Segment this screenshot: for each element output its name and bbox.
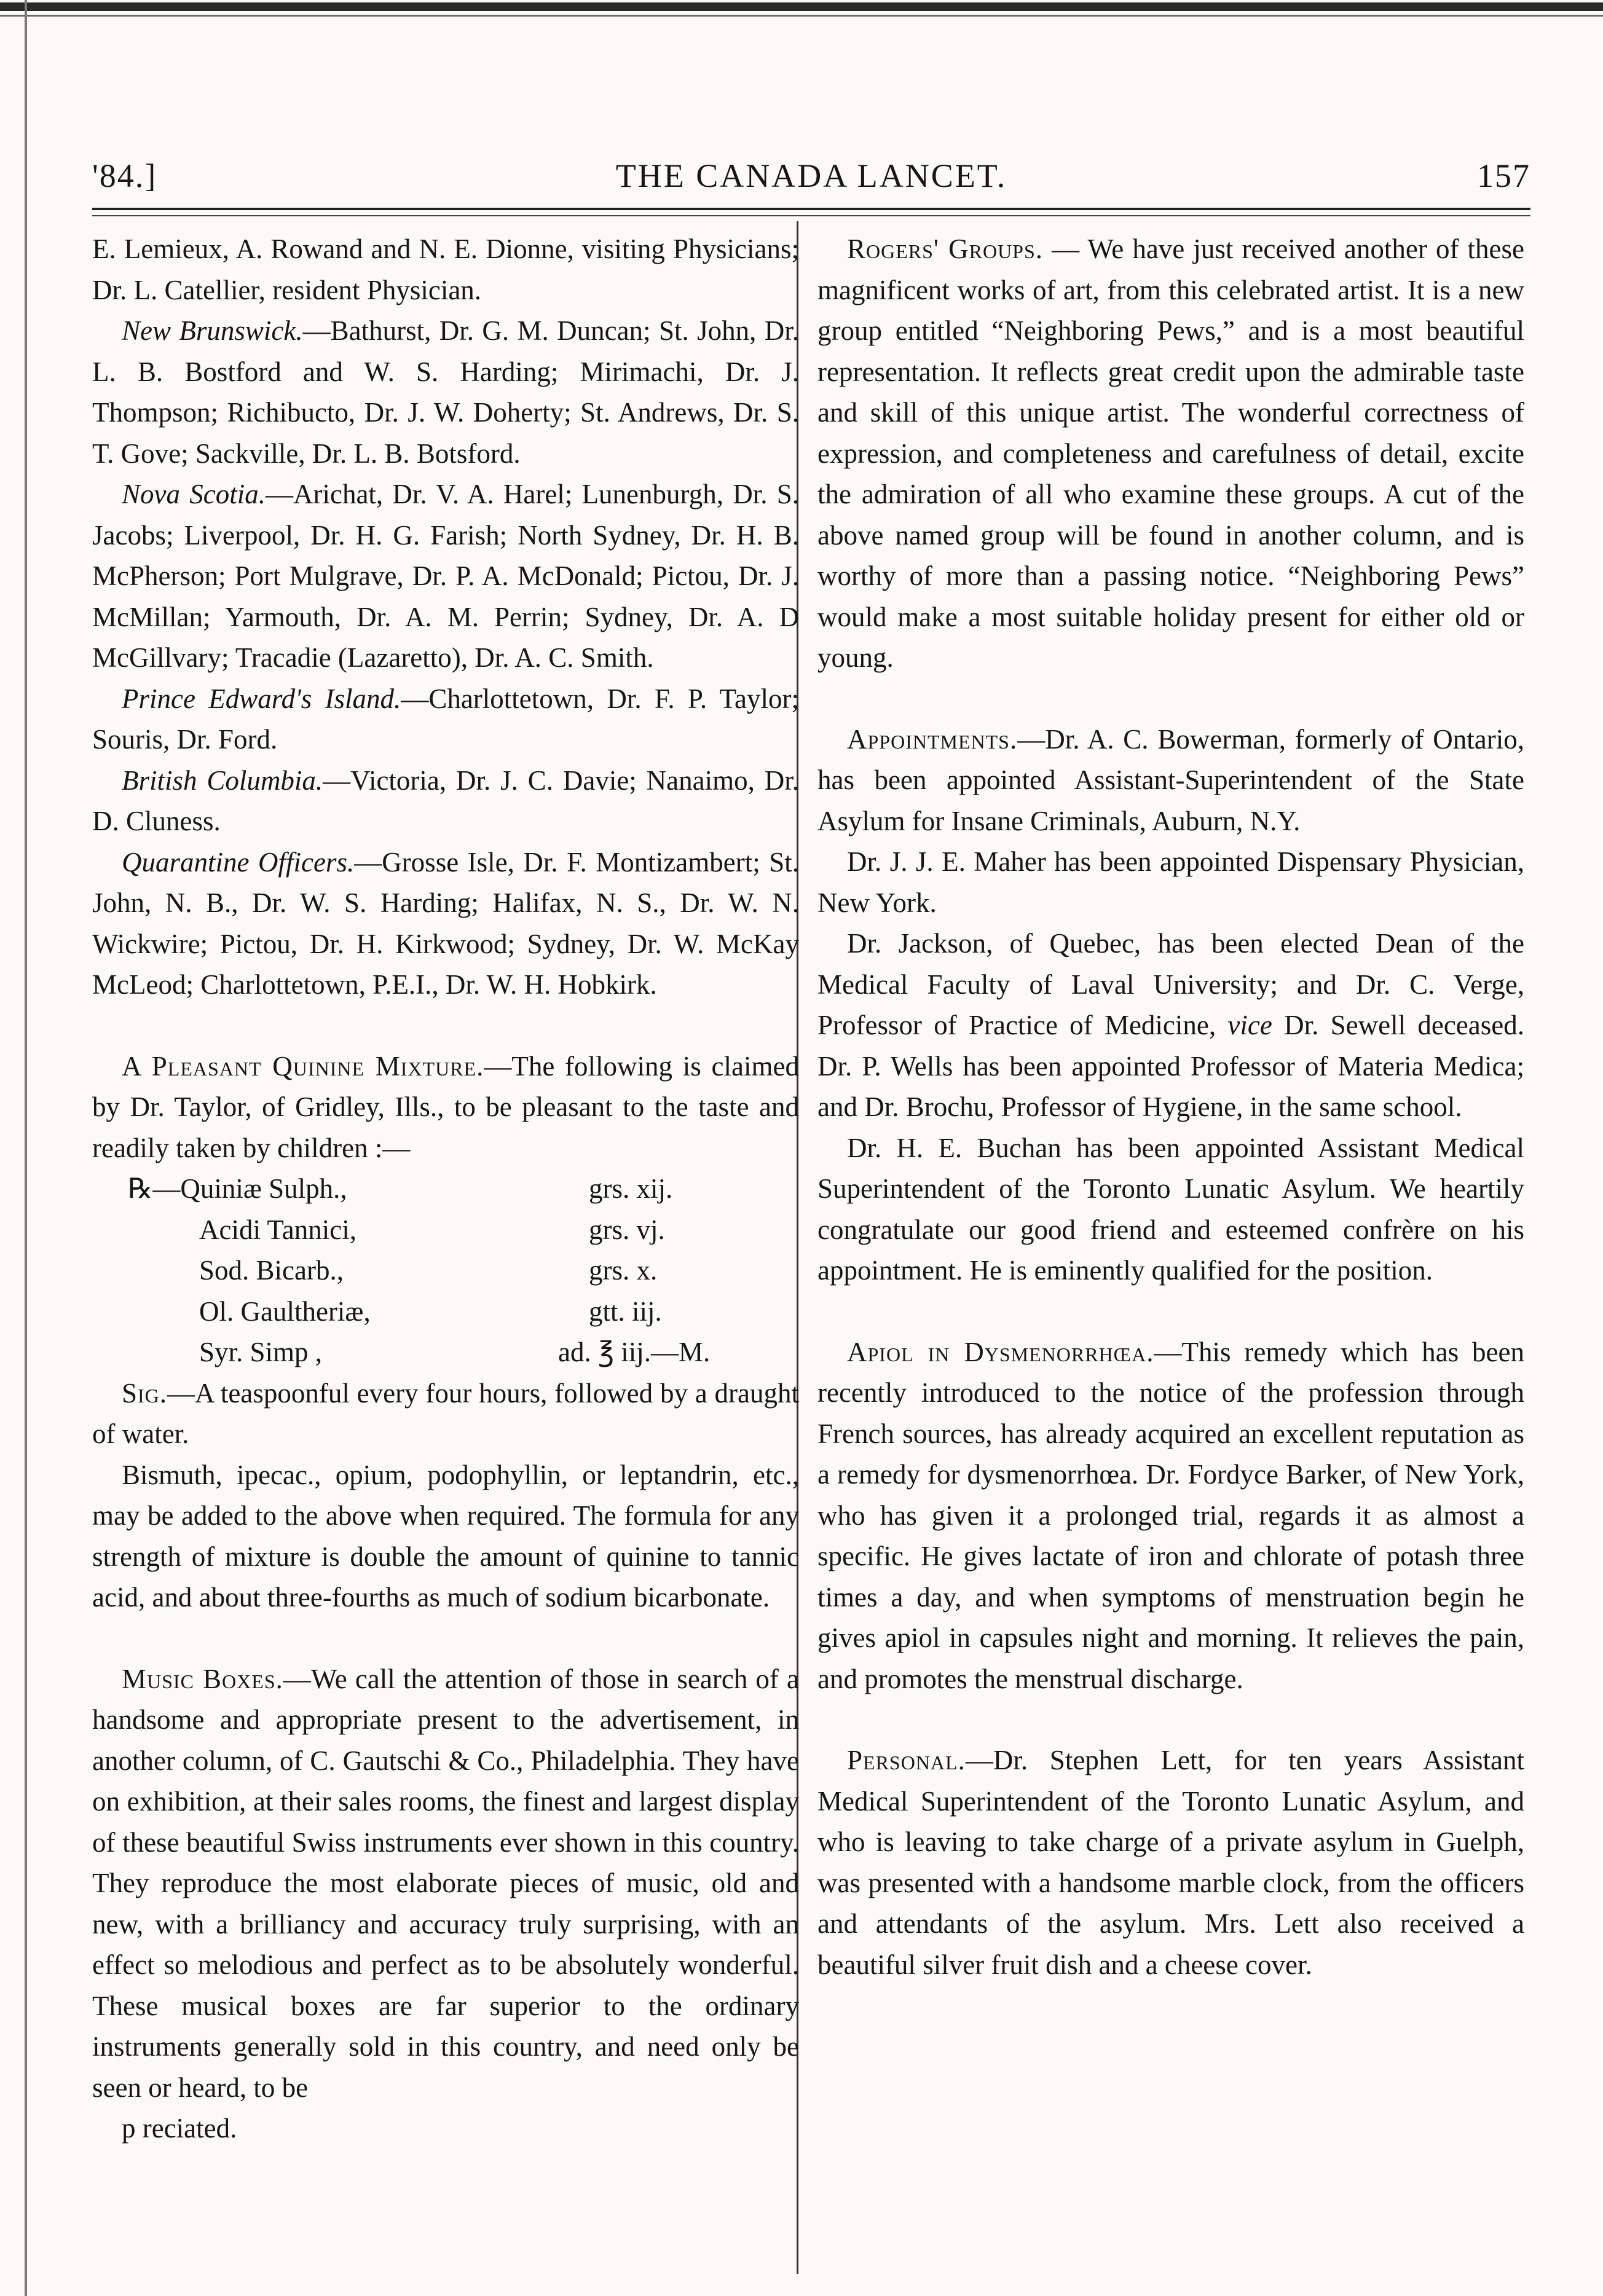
paragraph-personal (817, 1740, 1524, 1985)
text-music-boxes: —We call the attention of those in search of a handsome and appropriate present to the advertisement, in another column, of C. Gautschi & Co., Philadelphia. They have on exhibition, at their sales rooms, the finest and largest display of these beautiful Swiss instruments ever shown in this country. They reproduce the most elaborate pieces of music, old and new, with a brilliancy and accuracy truly surprising, with an effect so melodious and perfect as to be absolutely wonderful. These musical boxes are far superior to the ordinary instruments generally sold in this country, and need only be seen or heard, to be (92, 1663, 800, 2103)
rx-drug: Syr. Simp , (199, 1337, 323, 1367)
text-british-columbia: —Victoria, Dr. J. C. Davie; Nanaimo, Dr. D. Cluness. (92, 765, 799, 836)
paragraph-music-tail: p reciated. (122, 2113, 237, 2144)
header-rule (92, 208, 1530, 210)
heading-music-boxes: Music Boxes. (122, 1663, 283, 1694)
paragraph-music-boxes (92, 1659, 799, 2109)
left-column (92, 229, 799, 2149)
text-quinine: —The following is claimed by Dr. Taylor, of Gridley, Ills., to be pleasant to the taste and readily taken by children :— (92, 1050, 799, 1163)
header-volume-year: '84.] (92, 157, 157, 194)
text-jackson-post: Dr. Sewell deceased. Dr. P. Wells has been appointed Professor of Materia Medica; and Dr. Brochu, Professor of Hygiene, in the same school. (817, 1010, 1524, 1122)
rx-dose: grs. x. (589, 1255, 658, 1286)
rx-drug: Ol. Gaultheriæ, (199, 1295, 371, 1327)
paragraph-british-columbia (92, 760, 799, 842)
top-border-rule-thin (0, 15, 1603, 17)
heading-sig: Sig. (122, 1377, 168, 1409)
header-rule-thin (92, 215, 1530, 216)
text-rogers-groups: — We have just received another of these magnificent works of art, from this celebrated artist. It is a new group entitled “Neighboring Pews,” and is a most beautiful representation. It reflects great credit upon the admirable taste and skill of this unique artist. The wonderful correctness of expression, and completeness and carefulness of detail, excite the admiration of all who examine these groups. A cut of the above named group will be found in another column, and is worthy of more than a passing notice. “Neighboring Pews” would make a most suitable holiday present for either old or young. (817, 234, 1524, 673)
prescription-row (128, 1168, 799, 1209)
heading-nova-scotia: Nova Scotia. (122, 479, 266, 509)
rx-drug: Acidi Tannici, (199, 1214, 356, 1245)
right-column (817, 229, 1524, 1985)
text-jackson-pre: Dr. Jackson, of Quebec, has been elected Dean of the Medical Faculty of Laval University; and Dr. C. Verge, Professor of Practice of Medicine, (817, 928, 1524, 1040)
paragraph-buchan: Dr. H. E. Buchan has been appointed Assistant Medical Superintendent of the Toronto Lunatic Asylum. We heartily congratulate our good friend and esteemed confrère on his appointment. He is eminently qualified for the position. (817, 1132, 1524, 1286)
page-number: 157 (1477, 157, 1530, 194)
rx-dose: grs. xij. (589, 1173, 673, 1204)
rx-drug: ℞—Quiniæ Sulph., (128, 1173, 347, 1204)
top-border-rule (0, 2, 1603, 11)
paragraph-quarantine (92, 842, 799, 1005)
prescription-row (128, 1291, 799, 1332)
rx-drug: Sod. Bicarb., (199, 1255, 344, 1286)
text-jackson-vice: vice (1227, 1010, 1272, 1040)
text-quarantine: —Grosse Isle, Dr. F. Montizambert; St. John, N. B., Dr. W. S. Harding; Halifax, N. S., Dr. W. N. Wickwire; Pictou, Dr. H. Kirkwood; Sydney, Dr. W. McKay McLeod; Charlottetown, P.E.I., Dr. W. H. Hobkirk. (92, 846, 799, 1000)
paragraph-quinine (92, 1046, 799, 1169)
paragraph-appointments (817, 719, 1524, 842)
heading-pei: Prince Edward's Island. (122, 683, 401, 714)
prescription-block (128, 1168, 799, 1373)
text-sig: —A teaspoonful every four hours, followed by a draught of water. (92, 1377, 799, 1449)
rx-dose: grs. vj. (589, 1214, 665, 1245)
text-pei: —Charlottetown, Dr. F. P. Taylor; Souris, Dr. Ford. (92, 683, 799, 755)
paragraph-sig (92, 1373, 799, 1455)
running-header (92, 157, 1530, 206)
paragraph-rogers-groups (817, 229, 1524, 678)
paragraph-jackson (817, 923, 1524, 1128)
text-personal: —Dr. Stephen Lett, for ten years Assistant Medical Superintendent of the Toronto Lunatic Asylum, and who is leaving to take charge of a private asylum in Guelph, was presented with a handsome marble clock, from the officers and attendants of the asylum. Mrs. Lett also received a beautiful silver fruit dish and a cheese cover. (817, 1745, 1524, 1980)
rx-dose: gtt. iij. (589, 1295, 662, 1327)
paragraph-quebec-continued: E. Lemieux, A. Rowand and N. E. Dionne, visiting Physicians; Dr. L. Catellier, resident Physician. (92, 234, 799, 305)
rx-dose: ad. ℥ iij.—M. (558, 1337, 711, 1367)
page-edge-line (25, 0, 27, 2296)
journal-title: THE CANADA LANCET. (615, 157, 1007, 194)
heading-rogers-groups: Rogers' Groups. (847, 234, 1044, 264)
paragraph-bismuth: Bismuth, ipecac., opium, podophyllin, or leptandrin, etc., may be added to the above when required. The formula for any strength of mixture is double the amount of quinine to tannic acid, and about three-fourths as much of sodium bicarbonate. (92, 1459, 799, 1613)
heading-personal: Personal. (847, 1745, 966, 1775)
text-nova-scotia: —Arichat, Dr. V. A. Harel; Lunenburgh, Dr. S. Jacobs; Liverpool, Dr. H. G. Farish; North Sydney, Dr. H. B. McPherson; Port Mulgrave, Dr. P. A. McDonald; Pictou, Dr. J. McMillan; Yarmouth, Dr. A. M. Perrin; Sydney, Dr. A. D McGillvary; Tracadie (Lazaretto), Dr. A. C. Smith. (92, 479, 799, 673)
paragraph-nova-scotia (92, 474, 799, 678)
heading-apiol: Apiol in Dysmenorrhœa. (847, 1336, 1154, 1367)
paragraph-apiol (817, 1332, 1524, 1700)
text-appointments: —Dr. A. C. Bowerman, formerly of Ontario, has been appointed Assistant-Superintendent of the State Asylum for Insane Criminals, Auburn, N.Y. (817, 723, 1524, 836)
heading-british-columbia: British Columbia. (122, 765, 323, 796)
text-apiol: —This remedy which has been recently introduced to the notice of the profession through French sources, has already acquired an excellent reputation as a remedy for dysmenorrhœa. Dr. Fordyce Barker, of New York, who has given it a prolonged trial, regards it as almost a specific. He gives lactate of iron and chlorate of potash three times a day, and when symptoms of menstruation begin he gives apiol in capsules night and morning. It relieves the pain, and promotes the menstrual discharge. (817, 1336, 1525, 1694)
paragraph-new-brunswick (92, 310, 799, 474)
heading-quinine: A Pleasant Quinine Mixture. (122, 1050, 484, 1082)
prescription-row (128, 1250, 799, 1291)
heading-appointments: Appointments. (847, 723, 1018, 755)
heading-quarantine: Quarantine Officers. (122, 846, 355, 878)
prescription-row (128, 1209, 799, 1251)
prescription-row (128, 1332, 799, 1373)
heading-new-brunswick: New Brunswick. (122, 315, 303, 346)
paragraph-pei (92, 678, 799, 760)
text-new-brunswick: —Bathurst, Dr. G. M. Duncan; St. John, Dr. L. B. Bostford and W. S. Harding; Mirimachi, Dr. J. Thompson; Richibucto, Dr. J. W. Doherty; St. Andrews, Dr. S. T. Gove; Sackville, Dr. L. B. Botsford. (92, 315, 799, 469)
paragraph-maher: Dr. J. J. E. Maher has been appointed Dispensary Physician, New York. (817, 846, 1524, 918)
